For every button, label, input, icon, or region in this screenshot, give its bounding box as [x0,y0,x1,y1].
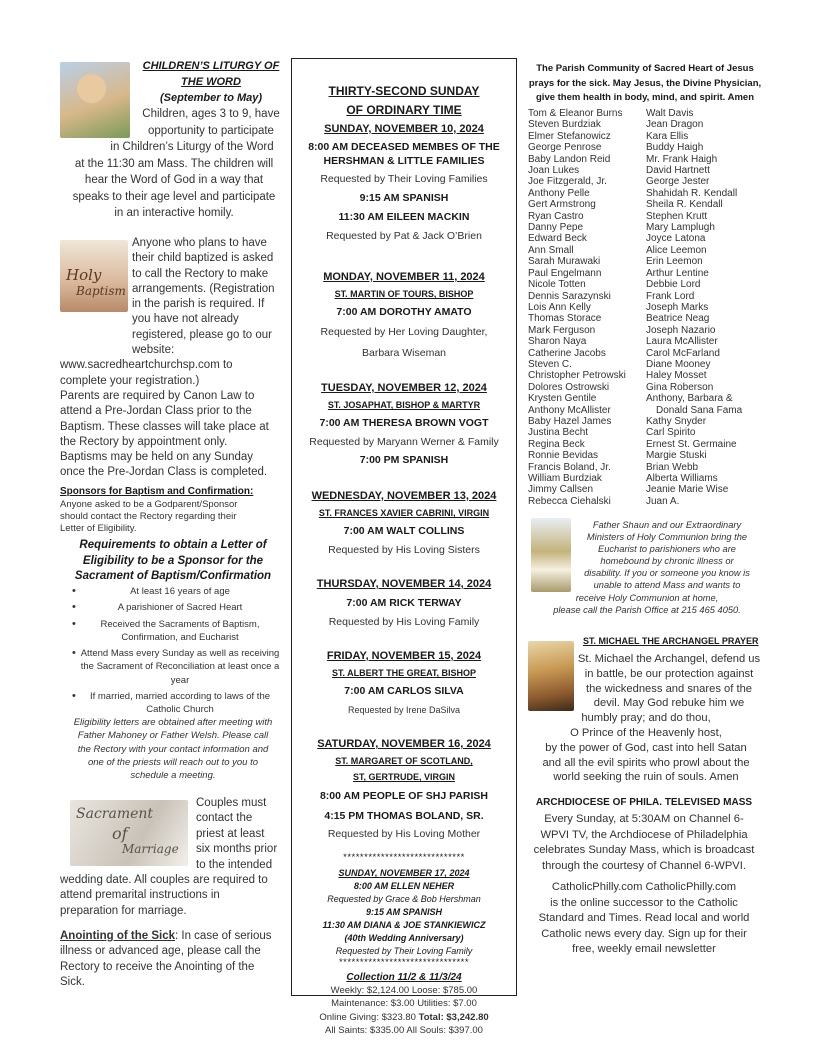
prayer-name: Thomas Storace [528,313,602,325]
childrens-liturgy-title-line2: THE WORD [181,76,241,88]
text-line: : In case of serious [175,930,272,942]
mass-intention: 7:00 AM RICK TERWAY [346,597,462,609]
list-item: • If married, married according to laws of the Catholic Church [60,690,286,720]
prayer-name: Stephen Krutt [646,210,708,222]
text-line: homebound by chronic illness or [600,556,734,567]
text-line: St. Michael the Archangel, defend us [577,653,761,665]
mass-intention: 7:00 PM SPANISH [359,454,449,466]
saint-of-day: ST, GERTRUDE, VIRGIN [352,772,455,782]
text-line: world seeking the ruin of souls. Amen [553,771,739,784]
prayer-name: Mark Ferguson [528,324,596,336]
text-line: to the intended [196,858,273,871]
requested-by: Requested by His Loving Sisters [328,544,480,556]
day-heading: SUNDAY, NOVEMBER 10, 2024 [324,123,484,135]
prayer-name: Ronnie Bevidas [528,450,599,462]
divider: ******************************* [338,957,470,968]
list-item: • At least 16 years of age [60,585,286,601]
prayer-name: Rebecca Ciehalski [528,495,611,507]
prayer-name: Carol McFarland [646,347,720,359]
mass-intention: 11:30 AM EILEEN MACKIN [338,211,470,223]
st-michael-prayer [528,652,764,785]
text-line: at the 11:30 am Mass. The children will [74,157,274,170]
names-column-1 [528,108,646,507]
requested-by: Requested by Their Loving Family [335,946,473,956]
prayer-name: Danny Pepe [528,222,584,234]
prayer-name: Arthur Lentine [646,267,709,279]
prayer-name: William Burdziak [528,473,602,484]
day-heading: SATURDAY, NOVEMBER 16, 2024 [317,738,491,750]
sponsors-text [60,499,286,536]
online-giving: Online Giving: $323.80 [319,1011,419,1023]
prayer-name: Christopher Petrowski [528,370,626,382]
text-line: Children, ages 3 to 9, have [142,108,280,120]
prayer-name: Ann Small [528,244,574,256]
text-line: in Children’s Liturgy of the Word [110,141,274,153]
prayer-name: Frank Lord [646,290,695,302]
prayer-name: Mr. Frank Haigh [646,153,718,165]
prayer-name: Justina Becht [528,427,589,439]
text-line: the Rectory with your contact information and [77,743,269,755]
prayer-name: Sarah Murawaki [528,256,601,268]
saint-of-day: ST. MARTIN OF TOURS, BISHOP [334,289,474,299]
text-line: attend premarital instructions in [60,889,220,902]
list-item: • Received the Sacraments of Baptism, Confirmation, and Eucharist [60,618,286,648]
collection-line: Maintenance: $3.00 Utilities: $7.00 [331,998,477,1010]
text-line: contact the [196,812,253,825]
prayer-name: Baby Hazel James [528,415,612,427]
text-line: humbly pray; and do thou, [581,712,711,725]
eligibility-note [60,716,286,782]
prayer-name: Joseph Nazario [646,324,716,336]
text-line: Father Mahoney or Father Welsh. Please call [77,730,269,742]
televised-mass-heading: ARCHDIOCESE OF PHILA. TELEVISED MASS [535,797,753,808]
names-column-2 [646,108,768,507]
mass-schedule-box [291,58,517,1036]
text-line: OF ORDINARY TIME [346,103,462,117]
text-line: Anyone asked to be a Godparent/Sponsor [60,499,238,510]
baptism-text [60,236,286,481]
mass-intention: 11:30 AM DIANA & JOE STANKIEWICZ [322,920,486,930]
text-line: give them health in body, mind, and spirit. Amen [536,92,754,103]
text-line: you have not already [132,313,239,326]
prayer-name: Joseph Marks [646,301,709,313]
day-heading: SUNDAY, NOVEMBER 17, 2024 [338,868,470,878]
requested-by: Requested by Grace & Bob Hershman [327,894,481,904]
prayer-name: Shahidah R. Kendall [646,187,738,199]
text-line: disability. If you or someone you know is [584,568,750,579]
childrens-liturgy-title [134,58,288,106]
text-line: unable to attend Mass and wants to [593,580,741,591]
prayer-name: Kathy Snyder [646,415,707,427]
text-line: Letter of Eligibility. [60,523,137,535]
text-line: complete your registration.) [60,374,200,387]
text-line: free, weekly email newsletter [572,943,716,955]
prayer-name: Brian Webb [646,461,699,473]
saint-of-day: ST. FRANCES XAVIER CABRINI, VIRGIN [318,508,490,518]
mass-intention: 7:00 AM THERESA BROWN VOGT [319,417,489,429]
prayer-name: Donald Sana Fama [656,404,743,416]
text-line: Father Shaun and our Extraordinary [592,520,742,530]
list-item: • Attend Mass every Sunday as well as receiving the Sacrament of Reconciliation at least once a year [60,647,286,690]
text-line: HERSHMAN & LITTLE FAMILIES [323,155,485,167]
prayer-name: Catherine Jacobs [528,347,606,359]
prayer-name: Gert Armstrong [528,199,596,211]
prayer-name: Steven C. [528,358,572,370]
text-line: Couples must [196,797,267,809]
prayer-name: Margie Stuski [646,450,707,462]
text-line: speaks to their age level and participate [72,190,276,203]
text-line: the wickedness and snares of the [585,682,753,695]
text-line: in an interactive homily. [114,207,234,219]
prayer-name: Jeanie Marie Wise [646,484,729,496]
requested-by: Barbara Wiseman [361,347,447,359]
prayer-name: Ernest St. Germaine [646,438,737,450]
text-line: through the courtesy of Channel 6-WPVI. [542,859,746,872]
text-line: attend a Pre-Jordan Class prior to the [60,405,252,418]
day-heading: THURSDAY, NOVEMBER 14, 2024 [316,578,492,590]
image-caption: Sacrament [76,806,154,822]
text-line: O Prince of the Heavenly host, [570,726,722,739]
mass-intention [296,140,512,168]
marriage-text [60,796,286,919]
text-line: priest at least [196,827,265,840]
mass-intention: 8:00 AM ELLEN NEHER [353,881,455,891]
text-line: Eucharist to parishioners who are [598,544,736,555]
catholicphilly-text [528,880,760,958]
prayer-name: Elmer Stefanowicz [528,130,611,142]
text-line: Rectory to receive the Anointing of the [60,960,255,973]
prayer-name: Sheila R. Kendall [646,199,723,211]
prayer-name: Steven Burdziak [528,119,601,131]
image-caption: Marriage [122,842,179,856]
saint-of-day: ST. ALBERT THE GREAT, BISHOP [331,668,476,678]
prayer-name: Debbie Lord [646,279,701,291]
prayer-name: Anthony McAllister [528,404,611,416]
text-line: one of the priests will reach out to you to [87,756,259,768]
saint-of-day: ST. JOSAPHAT, BISHOP & MARTYR [327,400,481,410]
text-line: in the parish is required. If [132,298,265,311]
childrens-liturgy-text [60,106,288,222]
text-line: illness or advanced age, please call the [60,945,261,958]
collection-title: Collection 11/2 & 11/3/24 [346,972,462,983]
website-link[interactable]: www.sacredheartchurchsp.com to [60,359,233,372]
prayer-name: Walt Davis [646,108,694,119]
text-line: please call the Parish Office at 215 465 4050. [553,604,741,615]
text-line: receive Holy Communion at home, [575,592,719,603]
childrens-liturgy-title-line1: CHILDREN’S LITURGY OF [142,60,280,72]
collection-line: All Saints: $335.00 All Souls: $397.00 [325,1024,483,1036]
text-line: wedding date. All couples are required to [60,874,268,887]
mass-intention: 7:00 AM DOROTHY AMATO [336,306,472,318]
childrens-liturgy-subtitle: (September to May) [159,92,263,104]
prayer-list-header [527,62,763,106]
text-line: in battle, be our protection against [584,667,754,680]
day-heading: TUESDAY, NOVEMBER 12, 2024 [321,382,487,394]
text-line: THIRTY-SECOND SUNDAY [328,84,480,98]
prayer-name: Mary Lamplugh [646,222,715,234]
mass-intention: 7:00 AM WALT COLLINS [343,525,465,537]
collection-line [296,1011,512,1024]
st-michael-heading: ST. MICHAEL THE ARCHANGEL PRAYER [583,636,759,646]
image-caption: of [112,824,128,843]
requested-by: Requested by Pat & Jack O’Brien [326,230,482,242]
text-line: their child baptized is asked [132,252,274,265]
prayer-name: Regina Beck [528,438,585,450]
text-line: Catholic news every day. Sign up for their [541,927,747,940]
text-line: Sick. [60,975,85,988]
prayer-name: Alice Leemon [646,244,707,256]
prayer-name: Tom & Eleanor Burns [528,108,623,119]
sponsors-heading: Sponsors for Baptism and Confirmation: [60,486,254,497]
text-line: six months prior [196,843,278,856]
text-line: and all the evil spirits who prowl about the [542,756,750,769]
prayer-name: Alberta Williams [646,473,718,484]
requested-by: Requested by His Loving Family [328,616,480,628]
prayer-name: Dennis Sarazynski [528,290,611,302]
day-heading: MONDAY, NOVEMBER 11, 2024 [323,271,485,283]
text-line: Eligibility letters are obtained after meeting with [73,717,273,728]
requested-by: Requested by Maryann Werner & Family [309,436,499,448]
requirements-list [60,585,286,720]
divider: ***************************** [343,852,465,863]
prayer-name: Anthony Pelle [528,187,590,199]
prayer-name: Edward Beck [528,233,587,245]
text-line: arrangements. (Registration [132,282,275,295]
day-heading: WEDNESDAY, NOVEMBER 13, 2024 [311,490,497,502]
image-caption: Holy [66,266,102,284]
prayer-name: Jimmy Callsen [528,484,594,496]
prayer-name: Laura McAllister [646,336,718,348]
text-line: the Rectory by appointment only. [60,435,228,448]
prayer-name: David Hartnett [646,165,710,177]
anointing-text [60,929,286,990]
text-line: by the power of God, cast into hell Satan [545,741,747,754]
prayer-name: Carl Spirito [646,427,696,439]
mass-schedule-title [296,82,512,120]
image-caption: Baptism [76,284,126,298]
requested-by: Requested by Their Loving Families [320,173,488,185]
prayer-name: Jean Dragon [646,119,704,131]
mass-intention: 8:00 AM PEOPLE OF SHJ PARISH [319,790,489,802]
collection-total: Total: $3,242.80 [418,1011,489,1023]
day-heading: FRIDAY, NOVEMBER 15, 2024 [326,650,482,662]
prayer-name: Anthony, Barbara & [646,393,733,405]
text-line: to call the Rectory to make [132,267,269,280]
text-line: registered, please go to our [132,328,273,341]
text-line: Every Sunday, at 5:30AM on Channel 6- [544,813,744,825]
mass-note: (40th Wedding Anniversary) [344,933,464,943]
text-line: Sacrament of Baptism/Confirmation [74,570,272,582]
prayer-name: George Jester [646,176,710,188]
prayer-name: Dolores Ostrowski [528,381,610,393]
mass-intention: 7:00 AM CARLOS SILVA [344,685,464,697]
prayer-name: Nicole Totten [528,279,586,291]
text-line: The Parish Community of Sacred Heart of Jesus [536,63,754,74]
text-line: preparation for marriage. [60,904,187,917]
text-line: Eligibility to be a Sponsor for the [82,554,264,567]
requested-by: Requested by Her Loving Daughter, [320,326,488,338]
text-line: WPVI TV, the Archdiocese of Philadelphia [540,828,748,841]
prayer-name: Beatrice Neag [646,313,710,325]
prayer-name: Juan A. [646,495,680,507]
prayer-name: Erin Leemon [646,256,703,268]
prayer-name: Gina Roberson [646,381,714,393]
text-line: celebrates Sunday Mass, which is broadcast [533,844,755,856]
text-line: once the Pre-Jordan Class is completed. [60,466,268,479]
text-line: Ministers of Holy Communion bring the [586,532,748,543]
text-line: 8:00 AM DECEASED MEMBES OF THE [308,141,500,153]
text-line: is the online successor to the Catholic [550,896,738,909]
text-line: Parents are required by Canon Law to [60,389,255,402]
requested-by: Requested by Irene DaSilva [347,705,461,715]
mass-intention: 9:15 AM SPANISH [359,192,449,204]
list-item: • A parishioner of Sacred Heart [60,601,286,617]
mass-intention: 4:15 PM THOMAS BOLAND, SR. [324,810,484,822]
text-line: Baptism. These classes will take place at [60,420,269,433]
text-line: schedule a meeting. [130,770,216,782]
prayer-name: George Penrose [528,142,602,154]
prayer-name: Kara Ellis [646,130,689,142]
text-line: Anyone who plans to have [132,237,267,249]
mass-intention: 9:15 AM SPANISH [365,907,443,917]
text-line: website: [132,344,175,357]
text-line: devil. May God rebuke him we [593,697,745,710]
text-line: opportunity to participate [148,124,274,137]
text-line: Standard and Times. Read local and world [538,912,750,924]
text-line: should contact the Rectory regarding their [60,511,237,523]
prayer-name: Paul Engelmann [528,267,602,279]
holy-communion-text [531,519,763,616]
saint-of-day: ST. MARGARET OF SCOTLAND, [335,756,473,766]
text-line: Requirements to obtain a Letter of [79,539,267,551]
prayer-name: Sharon Naya [528,336,587,348]
text-line: hear the Word of God in a way that [84,174,264,186]
anointing-heading: Anointing of the Sick [60,930,175,942]
collection-line: Weekly: $2,124.00 Loose: $785.00 [330,985,478,996]
prayer-name: Haley Mosset [646,370,707,382]
prayer-name: Krysten Gentile [528,393,597,405]
requirements-heading [60,538,286,585]
prayer-name: Ryan Castro [528,210,584,222]
text-line: Baptisms may be held on any Sunday [60,451,254,464]
prayer-name: Buddy Haigh [646,142,704,154]
prayer-name: Lois Ann Kelly [528,301,591,313]
prayer-name: Joan Lukes [528,165,580,177]
requested-by: Requested by His Loving Mother [327,828,481,840]
prayer-name: Diane Mooney [646,358,711,370]
prayer-name: Francis Boland, Jr. [528,461,611,473]
catholicphilly-link[interactable]: CatholicPhilly.com CatholicPhilly.com [551,881,737,893]
prayer-name: Joe Fitzgerald, Jr. [528,176,607,188]
prayer-name: Joyce Latona [646,233,706,245]
prayer-name: Baby Landon Reid [528,153,611,165]
televised-mass-text [528,812,760,874]
text-line: prays for the sick. May Jesus, the Divine Physician, [528,77,762,89]
